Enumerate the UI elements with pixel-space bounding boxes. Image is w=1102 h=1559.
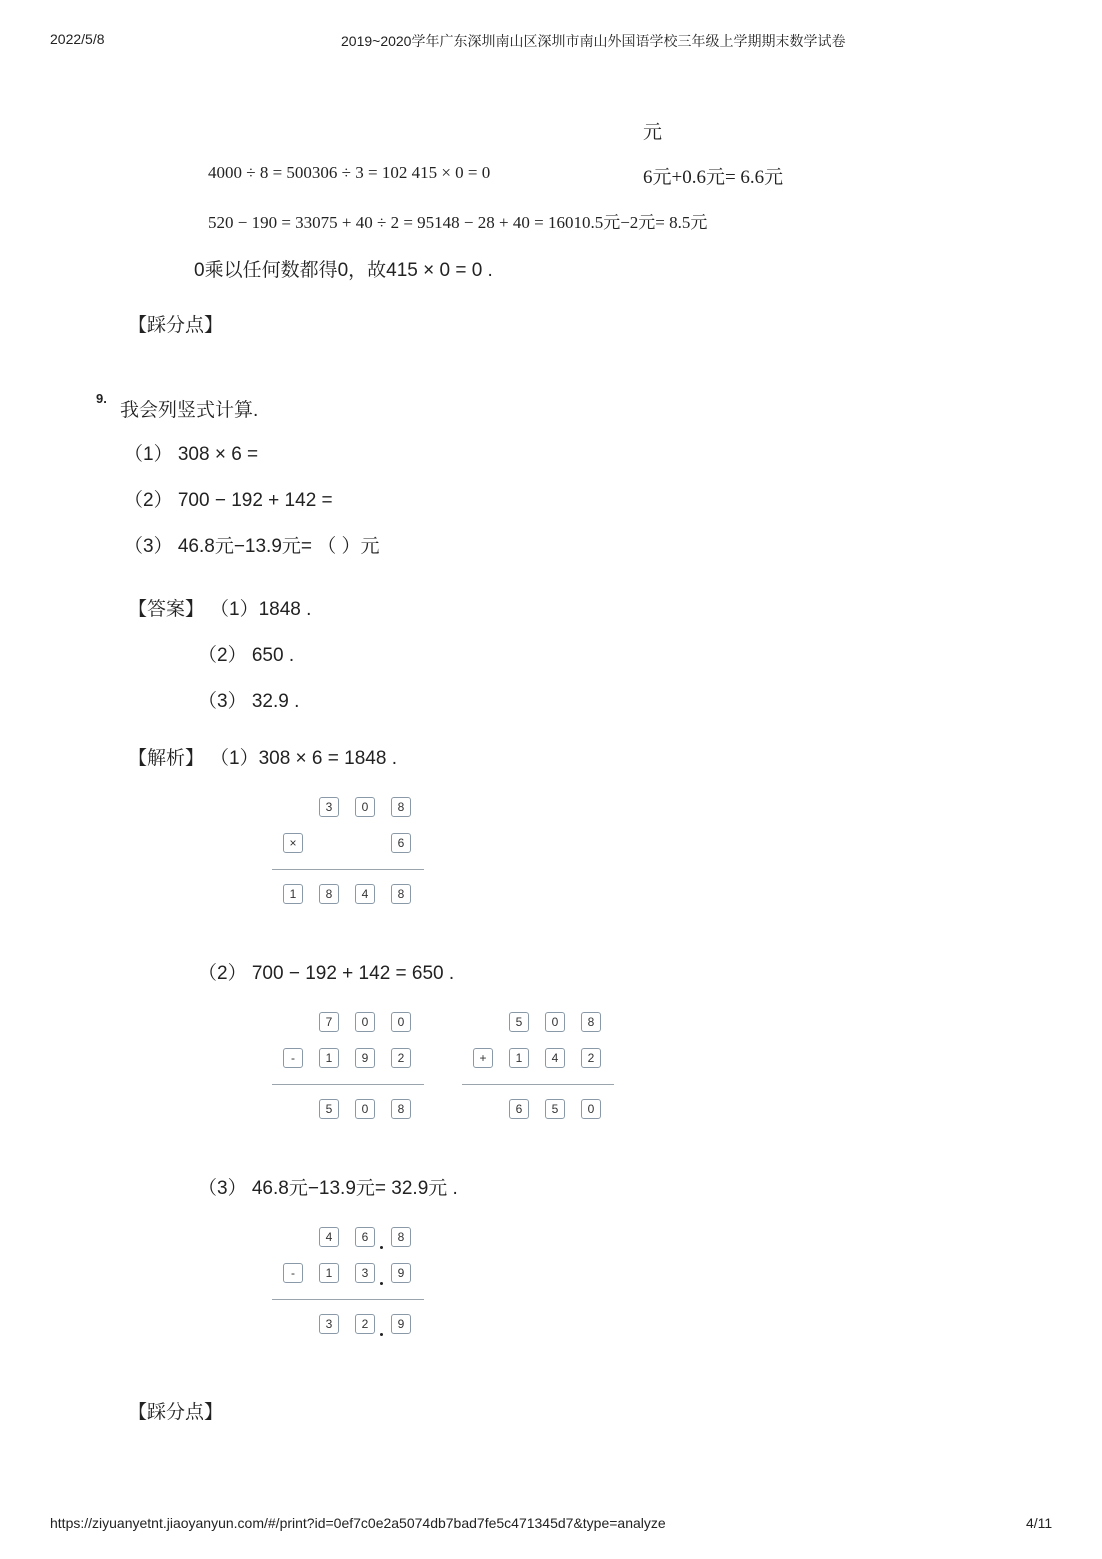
digit-box: 1	[509, 1048, 529, 1068]
analysis-2: （2） 700 − 192 + 142 = 650 .	[198, 963, 455, 984]
question-item-2: （2） 700 − 192 + 142 =	[124, 490, 333, 511]
digit-box: 6	[509, 1099, 529, 1119]
question-number: 9.	[96, 391, 107, 406]
calc-line-1-right: 6元+0.6元= 6.6元	[643, 167, 784, 188]
question-stem: 我会列竖式计算.	[120, 400, 259, 421]
digit-box: 1	[319, 1048, 339, 1068]
digit-box: 4	[355, 884, 375, 904]
digit-box: 9	[355, 1048, 375, 1068]
digit-box: 3	[319, 797, 339, 817]
digit-box: 8	[391, 797, 411, 817]
digit-box: 8	[391, 1099, 411, 1119]
digit-box: 8	[391, 1227, 411, 1247]
question-item-1: （1） 308 × 6 =	[124, 444, 259, 465]
digit-box: 5	[545, 1099, 565, 1119]
decimal-point	[380, 1282, 383, 1285]
digit-box: 0	[355, 1012, 375, 1032]
answer-3: （3） 32.9 .	[198, 691, 300, 712]
decimal-point	[380, 1333, 383, 1336]
digit-box: 2	[355, 1314, 375, 1334]
digit-box: 0	[355, 797, 375, 817]
digit-box: 3	[355, 1263, 375, 1283]
scoring-points-heading-2: 【踩分点】	[128, 1402, 224, 1423]
print-date: 2022/5/8	[50, 31, 105, 47]
digit-box: 0	[355, 1099, 375, 1119]
digit-box: 8	[391, 884, 411, 904]
digit-box: 6	[355, 1227, 375, 1247]
page-number: 4/11	[1026, 1515, 1053, 1531]
divider-line	[462, 1084, 614, 1085]
digit-box: 1	[319, 1263, 339, 1283]
divider-line	[272, 1084, 424, 1085]
operator-box: -	[283, 1263, 303, 1283]
unit-text: 元	[643, 122, 663, 143]
digit-box: 7	[319, 1012, 339, 1032]
divider-line	[272, 869, 424, 870]
digit-box: 2	[391, 1048, 411, 1068]
digit-box: 5	[319, 1099, 339, 1119]
digit-box: 9	[391, 1263, 411, 1283]
digit-box: 0	[545, 1012, 565, 1032]
operator-box: +	[473, 1048, 493, 1068]
calc-line-2: 520 − 190 = 33075 + 40 ÷ 2 = 95148 − 28 + 40 = 16010.5元−2元= 8.5元	[208, 213, 708, 232]
digit-box: 9	[391, 1314, 411, 1334]
answer-1: （1）1848 .	[210, 599, 312, 620]
digit-box: 8	[319, 884, 339, 904]
operator-box: -	[283, 1048, 303, 1068]
digit-box: 4	[319, 1227, 339, 1247]
scoring-points-heading: 【踩分点】	[128, 315, 224, 336]
calc-line-1: 4000 ÷ 8 = 500306 ÷ 3 = 102 415 × 0 = 0	[208, 163, 491, 182]
document-title: 2019~2020学年广东深圳南山区深圳市南山外国语学校三年级上学期期末数学试卷	[341, 33, 846, 49]
digit-box: 3	[319, 1314, 339, 1334]
analysis-3: （3） 46.8元−13.9元= 32.9元 .	[198, 1178, 458, 1199]
decimal-point	[380, 1246, 383, 1249]
digit-box: 4	[545, 1048, 565, 1068]
digit-box: 0	[391, 1012, 411, 1032]
digit-box: 1	[283, 884, 303, 904]
answer-label: 【答案】	[128, 599, 205, 620]
operator-box: ×	[283, 833, 303, 853]
digit-box: 0	[581, 1099, 601, 1119]
digit-box: 2	[581, 1048, 601, 1068]
explanation-note: 0乘以任何数都得0，故415 × 0 = 0 .	[194, 260, 493, 281]
analysis-label: 【解析】	[128, 748, 205, 769]
divider-line	[272, 1299, 424, 1300]
analysis-1: （1）308 × 6 = 1848 .	[210, 748, 397, 769]
answer-2: （2） 650 .	[198, 645, 295, 666]
question-item-3: （3） 46.8元−13.9元= （ ）元	[124, 536, 380, 557]
digit-box: 5	[509, 1012, 529, 1032]
digit-box: 8	[581, 1012, 601, 1032]
digit-box: 6	[391, 833, 411, 853]
page-url-link[interactable]: https://ziyuanyetnt.jiaoyanyun.com/#/print?id=0ef7c0e2a5074db7bad7fe5c471345d7&type=analyze	[50, 1515, 666, 1531]
